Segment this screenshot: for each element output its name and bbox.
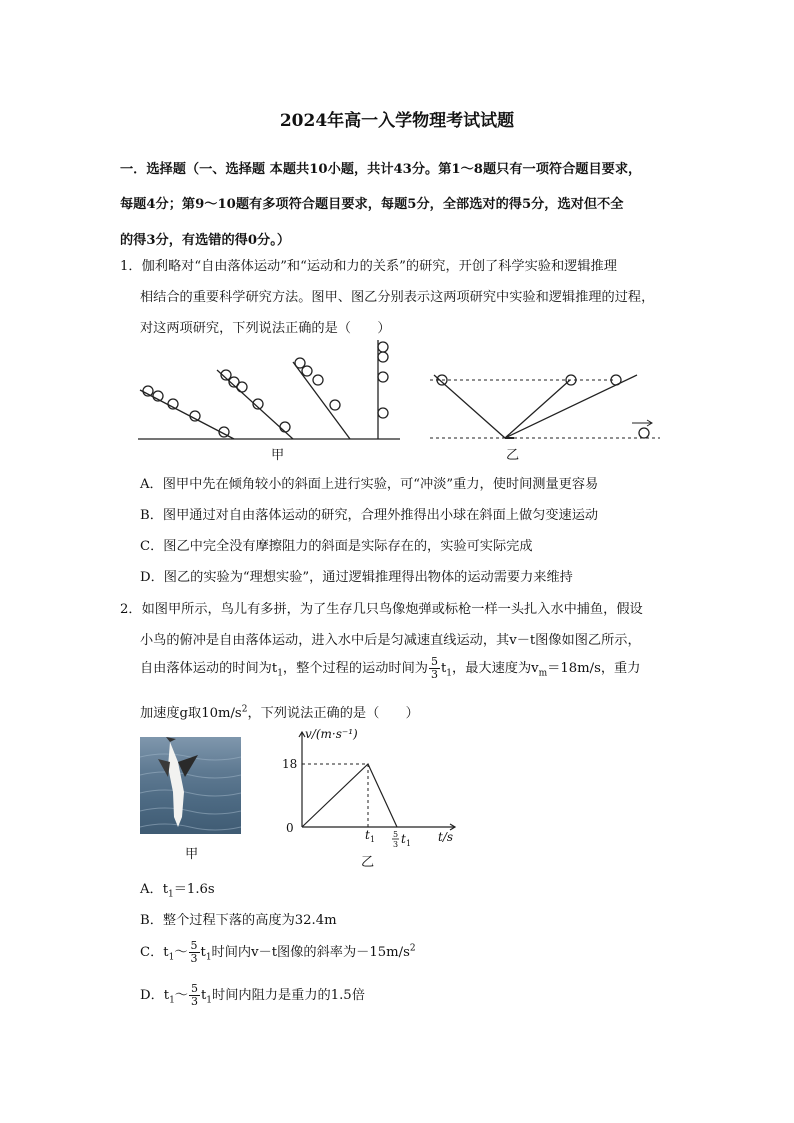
q2-option-a: A．$t_1=1.6s$ [140, 882, 215, 900]
q2-stem-line2: 小鸟的俯冲是自由落体运动，进入水中后是匀减速直线运动，其v－t图像如图乙所示， [140, 633, 641, 648]
q1-option-a: A．图甲中先在倾角较小的斜面上进行实验，可“冲淡”重力，使时间测量更容易 [140, 477, 599, 492]
page-title: 2024年高一入学物理考试试题 [279, 111, 515, 131]
vt-xlabel: t/s [438, 830, 454, 844]
vt-t1-label: t [365, 828, 370, 842]
q1-stem-line3: 对这两项研究，下列说法正确的是（ ） [140, 321, 391, 336]
q2-option-b: B．整个过程下落的高度为32.4m [140, 913, 337, 928]
q2-stem-line3: 自由落体运动的时间为$t_1$，整个过程的运动时间为 $\frac{5}{3}$ $t_1$，最大速度为$v_m=18m/s$，重力 [140, 655, 641, 681]
section-header-line1: 一．选择题（一、选择题 本题共10小题，共计43分。第1～8题只有一项符合题目要求， [120, 162, 642, 177]
q1-fig-yi-label: 乙 [506, 448, 520, 463]
vt-frac-den: 3 [393, 840, 399, 849]
vt-line [302, 764, 397, 827]
q2-stem-line1: 2．如图甲所示，鸟儿有多拼，为了生存几只鸟像炮弹或标枪一样一头扎入水中捕鱼，假设 [120, 602, 643, 617]
vt-origin: 0 [286, 821, 294, 835]
fraction-5-3: $\frac{5}{3}$ [430, 655, 438, 681]
q2-fig-yi-label: 乙 [361, 855, 375, 870]
q2-fig-jia-label: 甲 [185, 847, 199, 862]
svg-text:1: 1 [370, 835, 376, 844]
q1-option-d: D．图乙的实验为“理想实验”，通过逻辑推理得出物体的运动需要力来维持 [140, 570, 573, 585]
q1-figure [130, 335, 670, 465]
diving-bird-photo [140, 737, 241, 834]
q2-option-d: D．$t_1\sim$ $\frac{5}{3}$ $t_1$时间内阻力是重力的1.5倍 [140, 982, 365, 1008]
q1-stem-line2: 相结合的重要科学研究方法。图甲、图乙分别表示这两项研究中实验和逻辑推理的过程， [140, 290, 655, 305]
vt-ylabel: v/(m·s⁻¹) [305, 727, 358, 741]
section-header-line3: 的得3分，有选错的得0分。） [120, 233, 291, 248]
q2-vt-graph [275, 722, 475, 872]
vt-ytick-18: 18 [282, 757, 298, 771]
q1-fig-jia-label: 甲 [271, 448, 285, 463]
vt-53t1-label: t [401, 832, 406, 846]
q2-option-c: C．$t_1\sim$ $\frac{5}{3}$ $t_1$时间内v－t图像的斜率为$-15m/s^2$ [140, 939, 416, 965]
q1-stem-line1: 1．伽利略对“自由落体运动”和“运动和力的关系”的研究，开创了科学实验和逻辑推理 [120, 259, 617, 274]
vt-frac-num: 5 [393, 830, 399, 839]
q1-option-c: C．图乙中完全没有摩擦阻力的斜面是实际存在的，实验可实际完成 [140, 539, 533, 554]
svg-text:1: 1 [406, 839, 412, 848]
q1-option-b: B．图甲通过对自由落体运动的研究，合理外推得出小球在斜面上做匀变速运动 [140, 508, 599, 523]
section-header-line2: 每题4分；第9～10题有多项符合题目要求，每题5分，全部选对的得5分，选对但不全 [120, 197, 624, 212]
q2-stem-line4: 加速度g取$10m/s^2$，下列说法正确的是（ ） [140, 704, 419, 721]
